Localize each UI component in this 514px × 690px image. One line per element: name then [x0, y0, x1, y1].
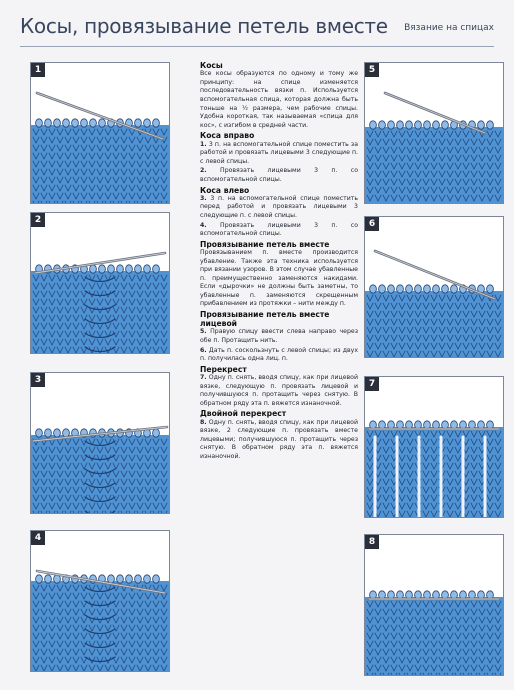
illustration-panel-4	[30, 530, 170, 672]
knitting-illustration-2	[31, 213, 169, 353]
step-text: Провязать лицевыми 3 п. со вспомогательной спицы.	[200, 167, 358, 183]
illustration-panel-1	[30, 62, 170, 204]
panel-number-1: 1	[31, 63, 45, 77]
knitting-illustration-1	[31, 63, 169, 203]
step-1	[200, 141, 358, 167]
step-text: Одну п. снять, вводя спицу, как при лицевой вязке, следующую п. провязать лицевой и получившуюся п. протащить через снятую. В обратном ряду эта п. вяжется изнаночной.	[200, 374, 358, 407]
step-7	[200, 374, 358, 408]
knitting-illustration-5	[365, 63, 503, 203]
instructions-column	[200, 60, 358, 463]
step-text: Провязать лицевыми 3 п. со вспомогательной спицы.	[200, 221, 358, 238]
panel-number-4: 4	[31, 531, 45, 545]
page-title: Косы, провязывание петель вместе	[20, 14, 388, 38]
panel-number-5: 5	[365, 63, 379, 77]
heading-cross: Перекрест	[200, 364, 247, 374]
step-number: 8.	[200, 418, 207, 426]
step-3	[200, 195, 358, 221]
k2tog-body: Провязыванием п. вместе производится убавление. Также эта техника используется при вязании узоров. В этом случае убавленные п. преимущественно заменяются накидами. Если «дырочки» не должны быть заметны, то убавленные п. заменяются скрещенным прибавлением из протяжки – нити между п.	[200, 248, 358, 308]
step-text: 3 п. на вспомогательной спице поместить за работой и провязать лицевыми 3 следующие п. с левой спицы.	[200, 140, 359, 165]
step-number: 6.	[200, 346, 207, 354]
panel-number-8: 8	[365, 535, 379, 549]
step-6	[200, 347, 358, 364]
panel-number-2: 2	[31, 213, 45, 227]
header-rule	[20, 46, 494, 47]
knitting-illustration-8	[365, 535, 503, 675]
knitting-illustration-3	[31, 373, 169, 513]
cables-body: Все косы образуются по одному и тому же принципу: на спице изменяется последовательность вязки п. Используется вспомогательная спица, которая должна быть тоньше на ½ размера, чем рабочие спицы. Удобна короткая, так называемая «спица для кос», с изгибом в средней части.	[200, 70, 358, 129]
step-4	[200, 222, 358, 239]
heading-cable-left: Коса влево	[200, 185, 250, 195]
step-8	[200, 419, 358, 462]
heading-double-cross: Двойной перекрест	[200, 409, 287, 419]
knitting-illustration-6	[365, 217, 503, 357]
heading-cables: Косы	[200, 61, 223, 70]
illustration-panel-5	[364, 62, 504, 204]
step-2	[200, 167, 358, 184]
section-tag: Вязание на спицах	[404, 23, 494, 33]
step-number: 1.	[200, 140, 207, 148]
step-text: Дать п. соскользнуть с левой спицы; из двух п. получилась одна лиц. п.	[200, 346, 359, 363]
heading-cable-right: Коса вправо	[200, 131, 255, 141]
panel-number-6: 6	[365, 217, 379, 231]
knitting-illustration-4	[31, 531, 169, 671]
step-number: 2.	[200, 167, 207, 175]
illustration-panel-8	[364, 534, 504, 676]
heading-k2tog: Провязывание петель вместе	[200, 239, 330, 249]
heading-k2tog-knit: Провязывание петель вместе лицевой	[200, 310, 330, 329]
panel-number-7: 7	[365, 377, 379, 391]
step-text: Правую спицу ввести слева направо через обе п. Протащить нить.	[200, 328, 358, 345]
step-5	[200, 328, 358, 345]
step-number: 3.	[200, 194, 207, 202]
step-number: 7.	[200, 374, 207, 382]
illustration-panel-7	[364, 376, 504, 518]
panel-number-3: 3	[31, 373, 45, 387]
step-text: 3 п. на вспомогательной спице поместить перед работой и провязать лицевыми 3 следующие п. с левой спицы.	[200, 194, 359, 219]
step-number: 5.	[200, 328, 207, 336]
illustration-panel-6	[364, 216, 504, 358]
illustration-panel-3	[30, 372, 170, 514]
step-number: 4.	[200, 221, 207, 229]
step-text: Одну п. снять, вводя спицу, как при лицевой вязке, 2 следующие п. провязать вместе лицевыми; получившуюся п. протащить через снятую. В обратном ряду эта п. вяжется изнаночной.	[200, 418, 358, 460]
illustration-panel-2	[30, 212, 170, 354]
knitting-illustration-7	[365, 377, 503, 517]
